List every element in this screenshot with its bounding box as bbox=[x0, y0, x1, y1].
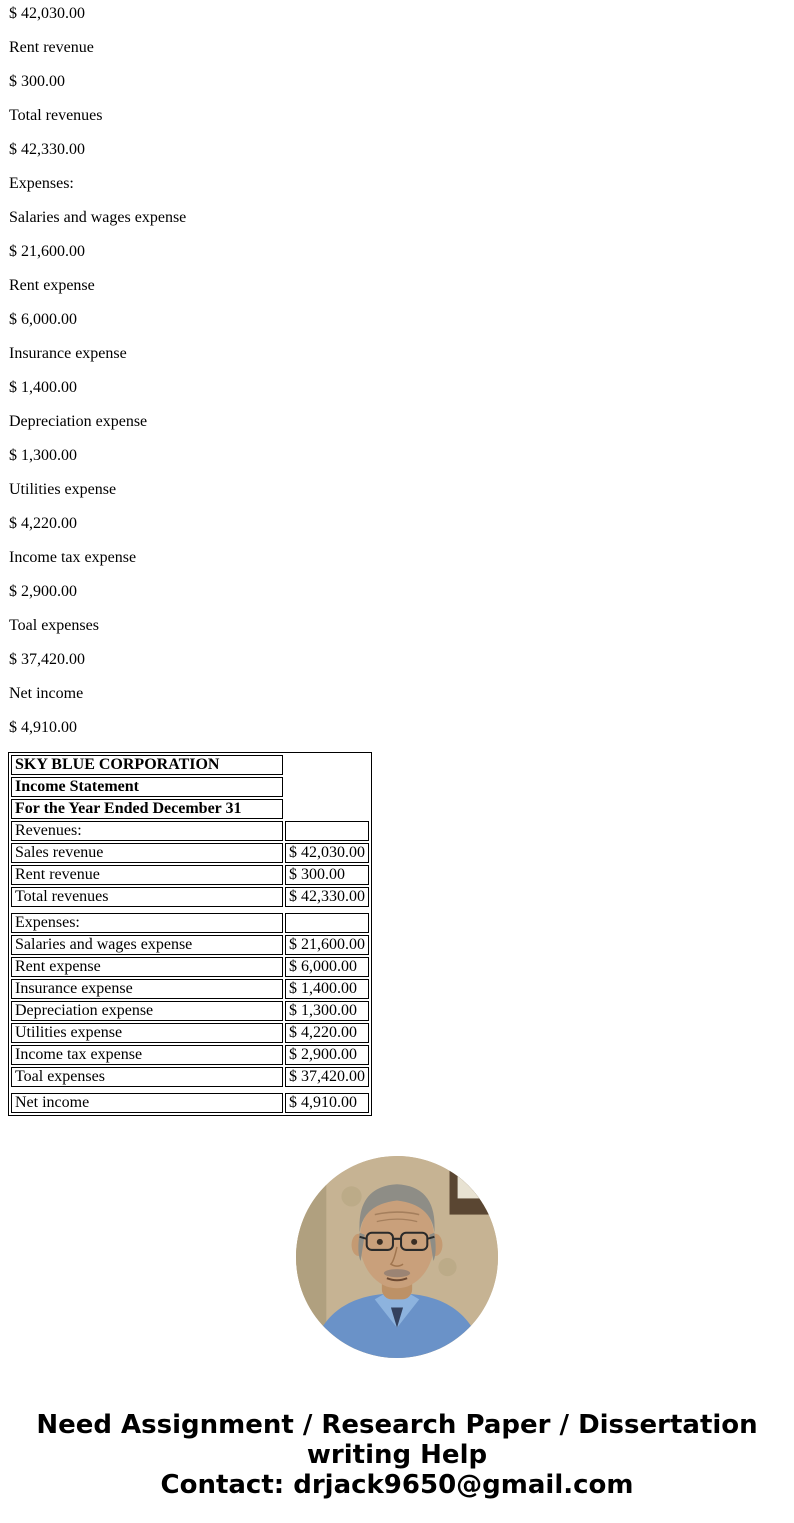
row-label: Income tax expense bbox=[11, 1045, 283, 1065]
text-line: $ 6,000.00 bbox=[9, 311, 77, 328]
text-line: Salaries and wages expense bbox=[9, 209, 187, 226]
table-row bbox=[11, 913, 369, 933]
table-title-row bbox=[11, 777, 369, 797]
text-line: Expenses: bbox=[9, 175, 74, 192]
row-value bbox=[285, 913, 369, 933]
text-line: Net income bbox=[9, 685, 84, 702]
text-line: $ 21,600.00 bbox=[9, 243, 85, 260]
row-value: $ 4,910.00 bbox=[285, 1093, 369, 1113]
row-value: $ 6,000.00 bbox=[285, 957, 369, 977]
row-label: Rent expense bbox=[11, 957, 283, 977]
row-label: Net income bbox=[11, 1093, 283, 1113]
row-value: $ 21,600.00 bbox=[285, 935, 369, 955]
person-avatar-icon bbox=[296, 1156, 498, 1358]
presenter-photo bbox=[296, 1156, 498, 1358]
row-value bbox=[285, 821, 369, 841]
text-line: Total revenues bbox=[9, 107, 103, 124]
text-line: Depreciation expense bbox=[9, 413, 148, 430]
row-label: Total revenues bbox=[11, 887, 283, 907]
table-row bbox=[11, 1045, 369, 1065]
row-label: Rent revenue bbox=[11, 865, 283, 885]
table-row bbox=[11, 821, 369, 841]
text-line: Toal expenses bbox=[9, 617, 99, 634]
table-row bbox=[11, 1023, 369, 1043]
text-line: $ 1,300.00 bbox=[9, 447, 77, 464]
text-line: $ 2,900.00 bbox=[9, 583, 77, 600]
row-value: $ 42,030.00 bbox=[285, 843, 369, 863]
table-row bbox=[11, 979, 369, 999]
table-section-gap-cell bbox=[11, 909, 369, 911]
text-line: $ 42,330.00 bbox=[9, 141, 85, 158]
table-row bbox=[11, 865, 369, 885]
row-value: $ 300.00 bbox=[285, 865, 369, 885]
table-section-gap bbox=[11, 909, 369, 911]
table-subtitle: Income Statement bbox=[11, 777, 283, 797]
table-row bbox=[11, 1001, 369, 1021]
text-line: Rent expense bbox=[9, 277, 95, 294]
row-value: $ 1,300.00 bbox=[285, 1001, 369, 1021]
text-line: Rent revenue bbox=[9, 39, 94, 56]
row-label: Salaries and wages expense bbox=[11, 935, 283, 955]
row-label: Sales revenue bbox=[11, 843, 283, 863]
text-line: $ 42,030.00 bbox=[9, 5, 85, 22]
row-label: Toal expenses bbox=[11, 1067, 283, 1087]
table-title-row bbox=[11, 755, 369, 775]
table-title: SKY BLUE CORPORATION bbox=[11, 755, 283, 775]
table-section-gap-cell bbox=[11, 1089, 369, 1091]
text-line: $ 1,400.00 bbox=[9, 379, 77, 396]
table-period: For the Year Ended December 31 bbox=[11, 799, 283, 819]
text-line: $ 4,910.00 bbox=[9, 719, 77, 736]
table-row bbox=[11, 887, 369, 907]
text-line: Income tax expense bbox=[9, 549, 137, 566]
text-line: $ 300.00 bbox=[9, 73, 65, 90]
table-row bbox=[11, 957, 369, 977]
row-label: Depreciation expense bbox=[11, 1001, 283, 1021]
table-title-spacer bbox=[285, 777, 369, 797]
text-line: Insurance expense bbox=[9, 345, 127, 362]
table-row bbox=[11, 843, 369, 863]
row-label: Expenses: bbox=[11, 913, 283, 933]
text-line: $ 37,420.00 bbox=[9, 651, 85, 668]
row-value: $ 1,400.00 bbox=[285, 979, 369, 999]
table-row bbox=[11, 935, 369, 955]
row-value: $ 42,330.00 bbox=[285, 887, 369, 907]
row-value: $ 4,220.00 bbox=[285, 1023, 369, 1043]
row-value: $ 37,420.00 bbox=[285, 1067, 369, 1087]
row-label: Utilities expense bbox=[11, 1023, 283, 1043]
income-statement-text-list bbox=[0, 0, 794, 737]
text-line: $ 4,220.00 bbox=[9, 515, 77, 532]
footer-banner bbox=[27, 1410, 767, 1500]
income-statement-table bbox=[8, 752, 372, 1116]
table-title-row bbox=[11, 799, 369, 819]
footer-help-text: Need Assignment / Research Paper / Dissertation writing Help bbox=[36, 1410, 758, 1470]
row-value: $ 2,900.00 bbox=[285, 1045, 369, 1065]
table-row bbox=[11, 1093, 369, 1113]
table-row bbox=[11, 1067, 369, 1087]
footer-contact: Contact: drjack9650@gmail.com bbox=[160, 1470, 634, 1500]
row-label: Revenues: bbox=[11, 821, 283, 841]
table-title-spacer bbox=[285, 799, 369, 819]
row-label: Insurance expense bbox=[11, 979, 283, 999]
table-title-spacer bbox=[285, 755, 369, 775]
table-section-gap bbox=[11, 1089, 369, 1091]
text-line: Utilities expense bbox=[9, 481, 117, 498]
